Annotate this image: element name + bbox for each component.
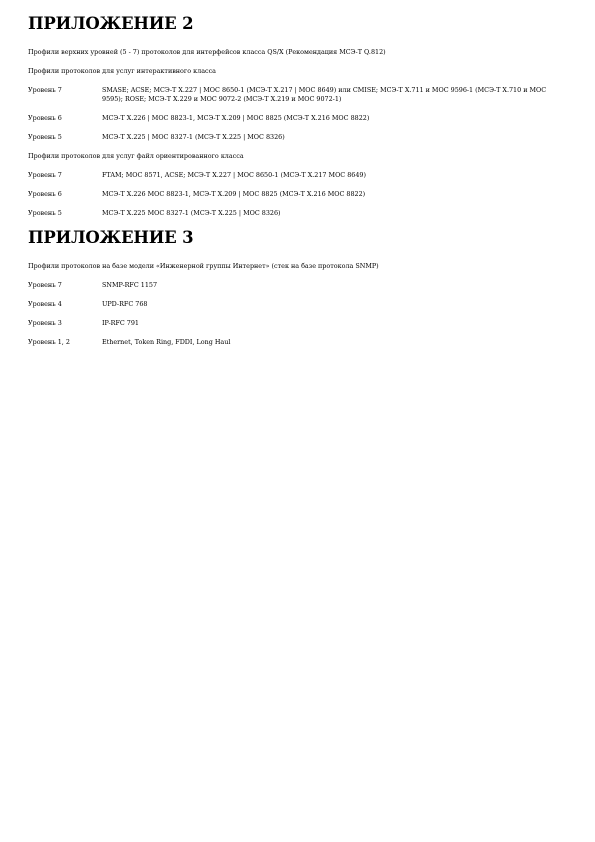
level-label: Уровень 7 <box>28 281 62 289</box>
appendix-3-title: ПРИЛОЖЕНИЕ 3 <box>28 228 194 247</box>
appendix-2-intro: Профили верхних уровней (5 - 7) протоколов для интерфейсов класса QS/X (Рекомендация МСЭ-Т Q.812) <box>28 48 386 56</box>
appendix-3-intro: Профили протоколов на базе модели «Инженерной группы Интернет» (стек на базе протокола SNMP) <box>28 262 379 270</box>
level-protocols: Ethernet, Token Ring, FDDI, Long Haul <box>102 338 231 346</box>
level-label: Уровень 7 <box>28 171 62 179</box>
level-label: Уровень 4 <box>28 300 62 308</box>
document-page <box>28 14 568 357</box>
snmp-level-row <box>28 319 568 328</box>
snmp-level-row <box>28 281 568 290</box>
interactive-class-heading: Профили протоколов для услуг интерактивного класса <box>28 67 216 75</box>
level-protocols: МСЭ-Т X.225 | МОС 8327-1 (МСЭ-Т X.225 | МОС 8326) <box>102 133 285 141</box>
level-label: Уровень 5 <box>28 209 62 217</box>
interactive-level-row <box>28 114 568 123</box>
interactive-level-row <box>28 133 568 142</box>
snmp-level-row <box>28 300 568 309</box>
file-level-row <box>28 209 568 218</box>
level-label: Уровень 7 <box>28 86 62 94</box>
level-protocols: SMASE; ACSE; МСЭ-Т X.227 | МОС 8650-1 (МСЭ-Т X.217 | МОС 8649) или CMISE; МСЭ-Т X.711 и МОС 9596-1 (МСЭ-Т X.710 и МОС 9595); ROSE; МСЭ-Т X.229 и МОС 9072-2 (МСЭ-Т X.219 и МОС 9072-1) <box>102 86 547 103</box>
appendix-2-title: ПРИЛОЖЕНИЕ 2 <box>28 14 194 33</box>
file-level-row <box>28 190 568 199</box>
level-protocols: SNMP-RFC 1157 <box>102 281 158 289</box>
interactive-level-row <box>28 86 568 104</box>
level-label: Уровень 3 <box>28 319 62 327</box>
level-protocols: МСЭ-Т X.226 | МОС 8823-1, МСЭ-Т X.209 | МОС 8825 (МСЭ-Т X.216 МОС 8822) <box>102 114 370 122</box>
level-label: Уровень 6 <box>28 114 62 122</box>
file-class-heading: Профили протоколов для услуг файл ориентированного класса <box>28 152 244 160</box>
snmp-level-row <box>28 338 568 347</box>
level-label: Уровень 1, 2 <box>28 338 70 346</box>
file-level-row <box>28 171 568 180</box>
level-protocols: UPD-RFC 768 <box>102 300 148 308</box>
level-label: Уровень 6 <box>28 190 62 198</box>
level-protocols: МСЭ-Т X.225 МОС 8327-1 (МСЭ-Т X.225 | МОС 8326) <box>102 209 281 217</box>
level-label: Уровень 5 <box>28 133 62 141</box>
appendix-3-section <box>28 228 568 347</box>
level-protocols: FTAM; МОС 8571, ACSE; МСЭ-Т X.227 | МОС 8650-1 (МСЭ-Т X.217 МОС 8649) <box>102 171 366 179</box>
level-protocols: IP-RFC 791 <box>102 319 139 327</box>
level-protocols: МСЭ-Т X.226 МОС 8823-1, МСЭ-Т X.209 | МОС 8825 (МСЭ-Т X.216 МОС 8822) <box>102 190 366 198</box>
